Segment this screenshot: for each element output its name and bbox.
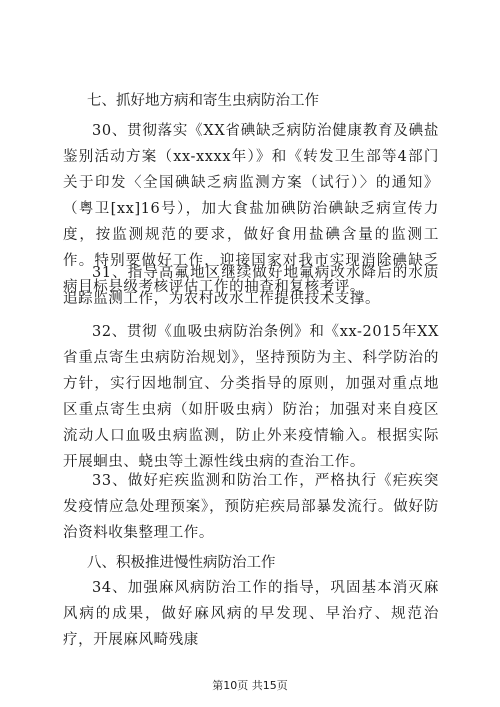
section-heading-eight: 八、积极推进慢性病防治工作: [87, 555, 276, 571]
section-heading-seven: 七、抓好地方病和寄生虫病防治工作: [87, 93, 319, 109]
paragraph-30: 30、贯彻落实《XX省碘缺乏病防治健康教育及碘盐鉴别活动方案（xx-xxxx年）》和《转发卫生部等4部门关于印发〈全国碘缺乏病监测方案（试行）〉的通知》（粤卫[xx]16号），加大食盐加碘防治碘缺乏病宣传力度，按监测规范的要求，做好食用盐碘含量的监测工作。特别要做好工作，迎接国家对我市实现消除碘缺乏病目标县级考核评估工作的抽查和复核考评。: [63, 123, 439, 295]
page-footer: 第10页 共15页: [212, 679, 288, 692]
paragraph-31: 31、指导高氟地区继续做好地氟病改水降后的水质追踪监测工作，为农村改水工作提供技术支撑。: [63, 265, 439, 307]
paragraph-33: 33、做好疟疾监测和防治工作，严格执行《疟疾突发疫情应急处理预案》，预防疟疾局部暴发流行。做好防治资料收集整理工作。: [63, 473, 439, 541]
paragraph-34: 34、加强麻风病防治工作的指导，巩固基本消灭麻风病的成果，做好麻风病的早发现、早治疗、规范治疗，开展麻风畸残康: [63, 580, 439, 648]
paragraph-32: 32、贯彻《血吸虫病防治条例》和《xx-2015年XX省重点寄生虫病防治规划》，坚持预防为主、科学防治的方针，实行因地制宜、分类指导的原则，加强对重点地区重点寄生虫病（如肝吸虫病）防治；加强对来自疫区流动人口血吸虫病监测，防止外来疫情输入。根据实际开展蛔虫、蛲虫等土源性线虫病的查治工作。: [63, 324, 439, 470]
